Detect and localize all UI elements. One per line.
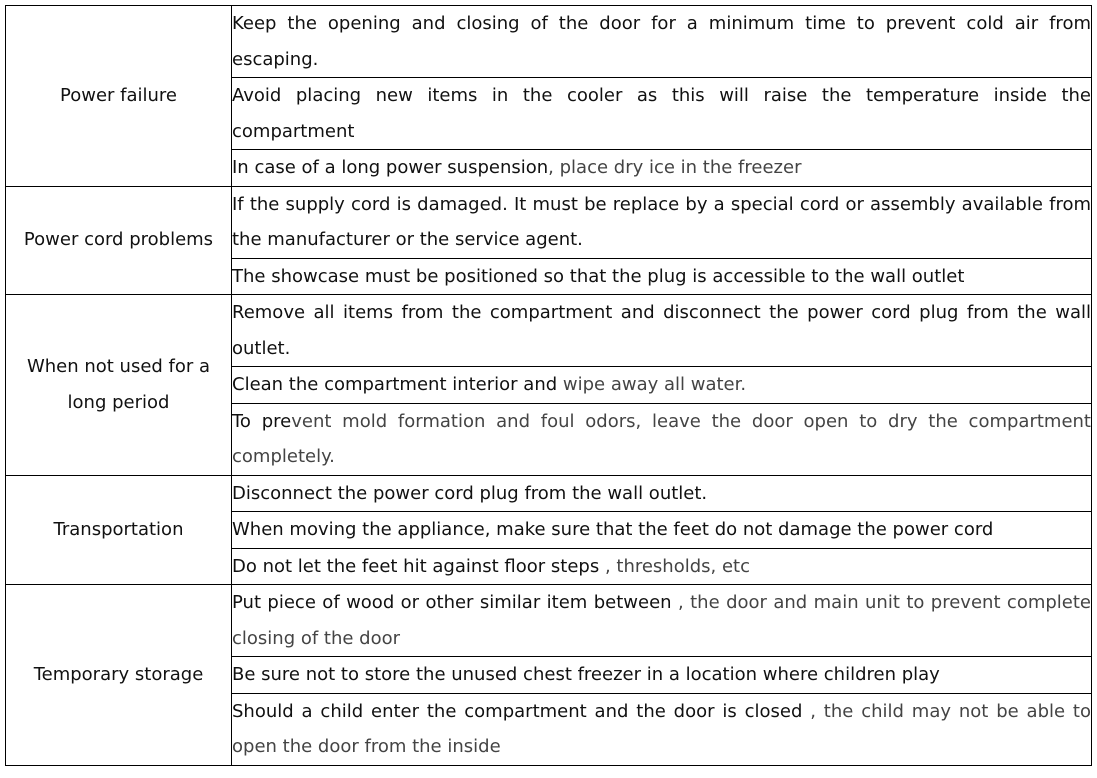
tip-cell [232, 403, 1092, 475]
tip-cell [232, 258, 1092, 295]
tip-cell [232, 78, 1092, 150]
tip-text-tail: , the door and main unit to prevent complete closing of the door [232, 592, 1091, 649]
tip-text: Should a child enter the compartment and the door is closed [232, 700, 811, 722]
tip-text: To pre [232, 410, 292, 432]
tip-text: Put piece of wood or other similar item between [232, 592, 678, 613]
table-row [6, 475, 1092, 512]
tip-text-tail: , place dry ice in the freezer [548, 157, 802, 178]
tip-cell [232, 6, 1092, 78]
table-row [6, 295, 1092, 367]
category-cell: Transportation [6, 475, 232, 585]
tip-text: The showcase must be positioned so that the plug is accessible to the wall outlet [232, 265, 965, 287]
tip-cell [232, 367, 1092, 404]
tip-text: Clean the compartment interior and [232, 374, 563, 395]
tip-text: If the supply cord is damaged. It must be replace by a special cord or assembly available from the manufacturer or the service agent. [232, 193, 1091, 250]
tip-cell [232, 657, 1092, 694]
tip-cell [232, 512, 1092, 549]
tip-text: In case of a long power suspension [232, 157, 549, 178]
category-cell: Temporary storage [6, 585, 232, 766]
tip-cell [232, 150, 1092, 187]
table-row [6, 6, 1092, 78]
tip-text: Avoid placing new items in the cooler as this will raise the temperature inside the compartment [232, 85, 1091, 142]
tip-text: Do not let the feet hit against floor steps [232, 555, 605, 577]
tip-text-tail: , thresholds, etc [604, 555, 751, 577]
tip-text: Keep the opening and closing of the door for a minimum time to prevent cold air from escaping. [232, 13, 1091, 70]
tip-cell [232, 295, 1092, 367]
tip-text-tail: , the child may not be able to open the door from the inside [232, 700, 1091, 757]
care-instructions-table [5, 5, 1092, 766]
category-cell: Power cord problems [6, 186, 232, 295]
tip-cell [232, 548, 1092, 585]
tip-text: When moving the appliance, make sure that the feet do not damage the power cord [232, 519, 994, 540]
tip-cell [232, 585, 1092, 657]
category-cell: When not used for a long period [6, 295, 232, 476]
category-cell: Power failure [6, 6, 232, 187]
tip-text: Disconnect the power cord plug from the wall outlet. [232, 482, 708, 504]
tip-text-tail: vent mold formation and foul odors, leave the door open to dry the compartment completely. [232, 410, 1091, 467]
table-row [6, 186, 1092, 258]
tip-text: Remove all items from the compartment and disconnect the power cord plug from the wall outlet. [232, 302, 1091, 359]
tip-cell [232, 475, 1092, 512]
tip-cell [232, 693, 1092, 765]
tip-cell [232, 186, 1092, 258]
table-row [6, 585, 1092, 657]
tip-text-tail: wipe away all water. [562, 374, 747, 395]
tip-text: Be sure not to store the unused chest freezer in a location where children play [232, 664, 940, 685]
